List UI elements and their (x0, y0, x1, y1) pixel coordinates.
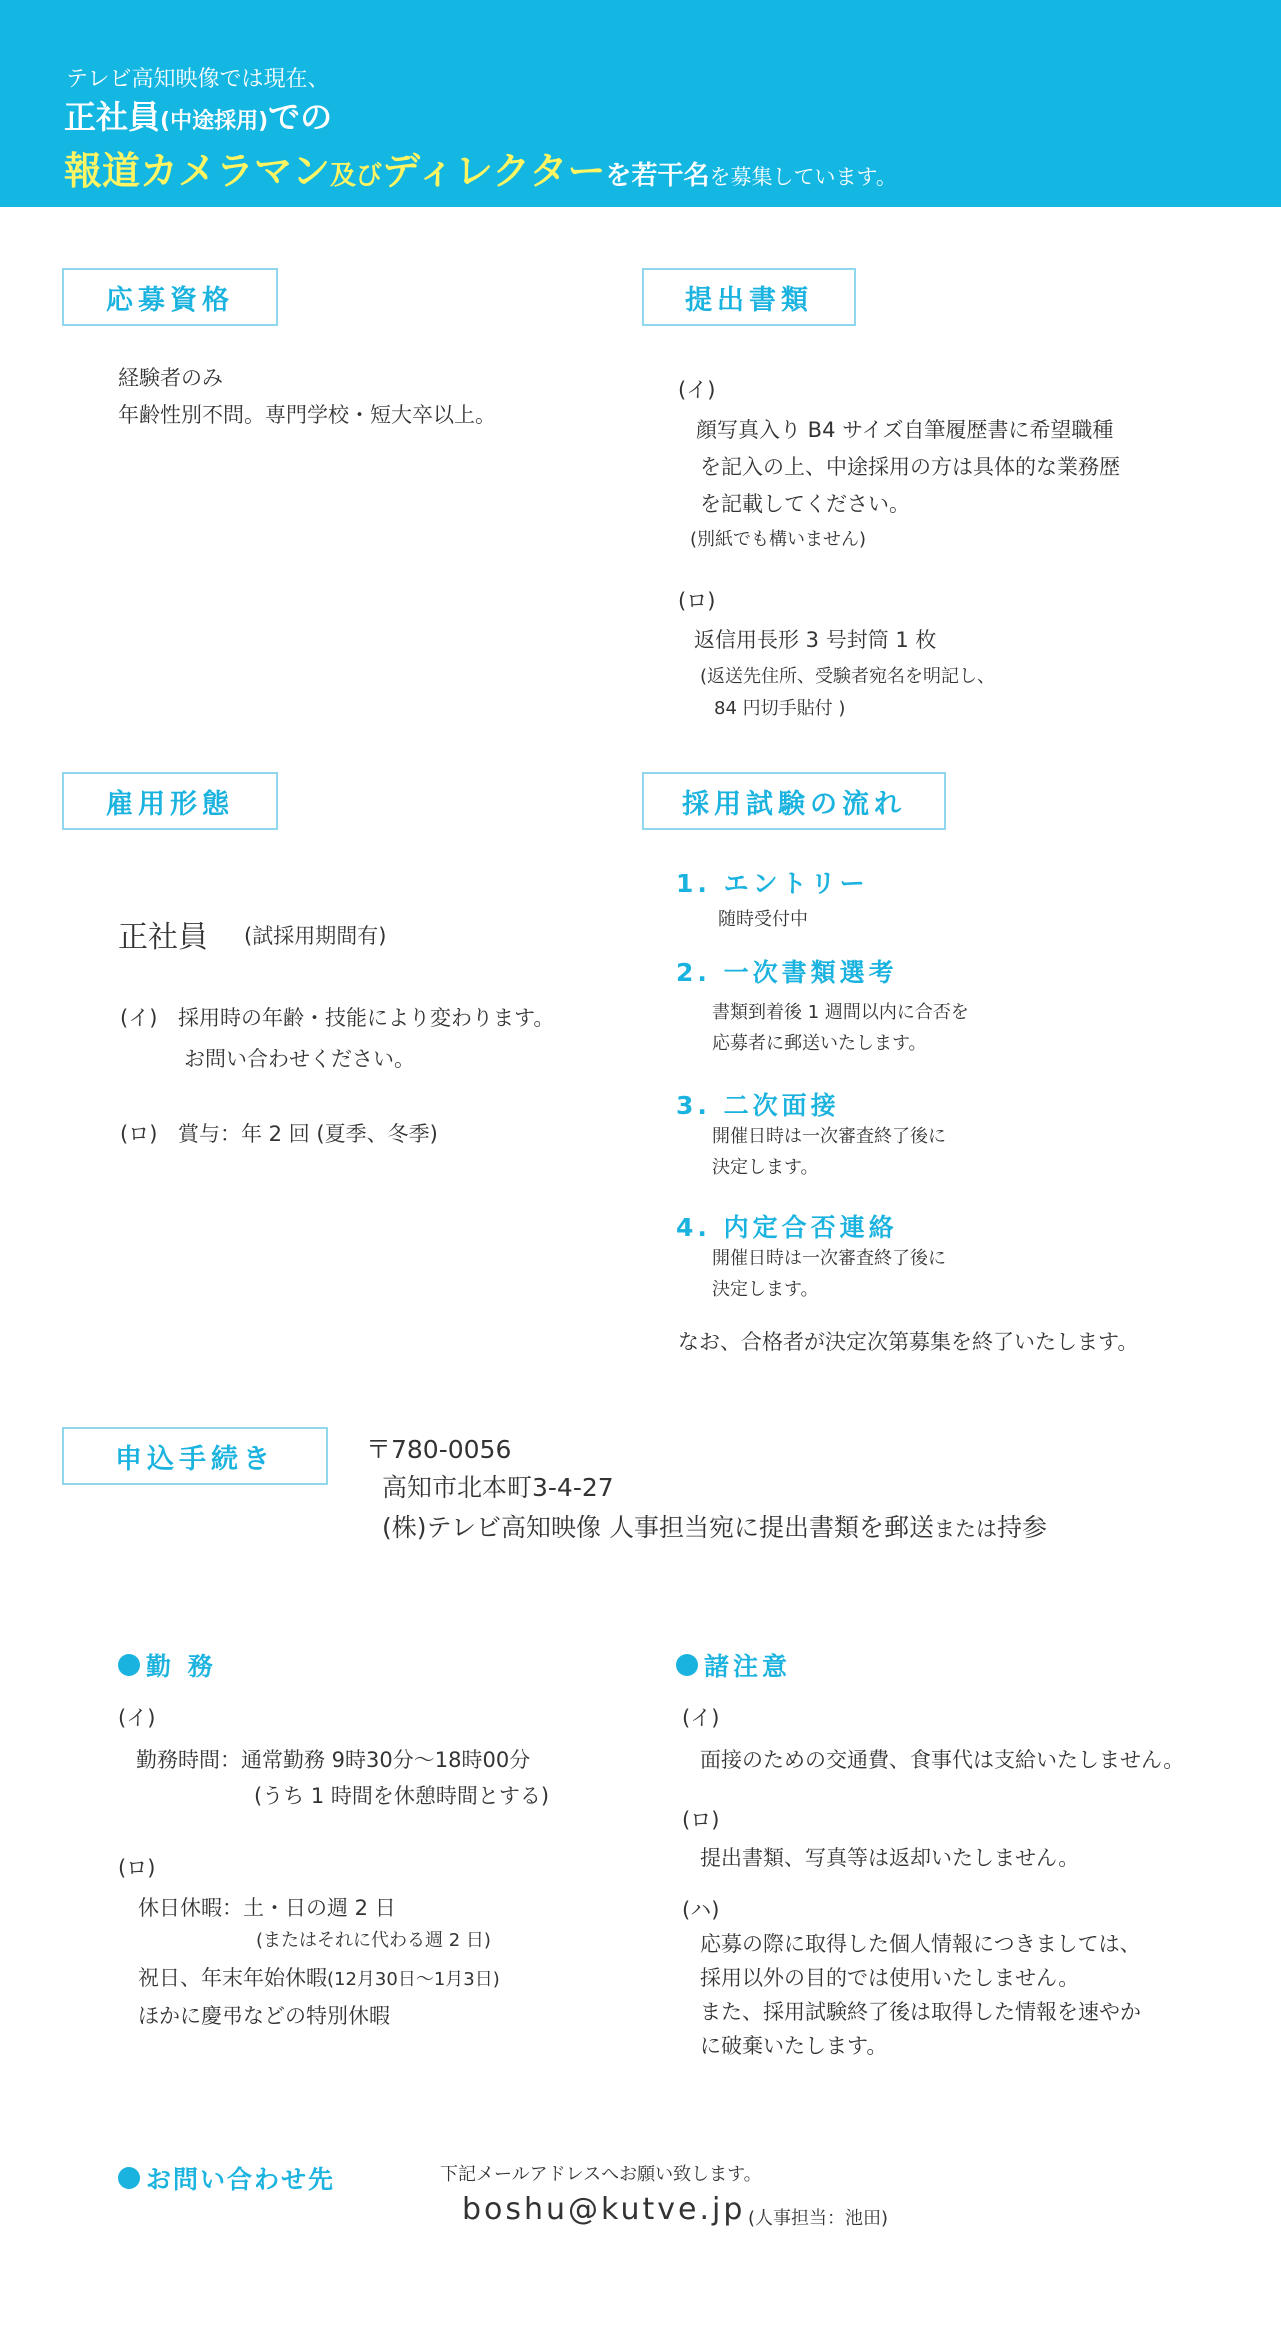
flow-step-1-line-1: 随時受付中 (718, 909, 808, 930)
header-director: ディレクター (382, 149, 606, 193)
documents-b-label: (ロ) (678, 589, 716, 613)
header-count: を若干名 (605, 161, 710, 191)
application-line3-tail: 持参 (996, 1513, 1047, 1542)
contact-intro: 下記メールアドレスへお願い致します。 (440, 2164, 762, 2185)
header-line1: テレビ高知映像では現在、 (66, 67, 330, 92)
flow-step-3-line-1: 開催日時は一次審査終了後に (712, 1126, 946, 1147)
employment-a-label: (イ) (120, 1006, 158, 1030)
bullet-icon (676, 1654, 698, 1676)
documents-b-line: 返信用長形 3 号封筒 1 枚 (694, 628, 937, 652)
flow-heading: 採用試験の流れ (642, 772, 946, 830)
notes-c-label: (ハ) (682, 1898, 720, 1922)
notes-b-line: 提出書類、写真等は返却いたしません。 (700, 1846, 1080, 1870)
documents-a-line-2: を記入の上、中途採用の方は具体的な業務歴 (700, 455, 1120, 479)
employment-heading: 雇用形態 (62, 772, 278, 830)
work-a-label: (イ) (118, 1706, 156, 1730)
qualification-line-2: 年齢性別不問。専門学校・短大卒以上。 (118, 403, 496, 427)
notes-a-line: 面接のための交通費、食事代は支給いたしません。 (700, 1748, 1185, 1772)
work-b-line-3 (138, 1962, 500, 1992)
flow-step-2: 2. 一次書類選考 (676, 958, 898, 987)
application-instructions (382, 1508, 1047, 1544)
flow-step-4-line-2: 決定します。 (712, 1279, 819, 1300)
qualification-heading: 応募資格 (62, 268, 278, 326)
notes-c-line-4: に破棄いたします。 (700, 2034, 888, 2058)
flow-step-3: 3. 二次面接 (676, 1091, 840, 1120)
work-b-line-3-note: (12月30日～1月3日) (327, 1969, 500, 1990)
header-line2-tail: での (268, 98, 333, 136)
flow-step-4: 4. 内定合否連絡 (676, 1213, 898, 1242)
application-heading: 申込手続き (62, 1427, 328, 1485)
employment-type-note: (試採用期間有) (244, 924, 387, 948)
header-banner (0, 0, 1281, 207)
work-b-label: (ロ) (118, 1856, 156, 1880)
contact-heading-text: お問い合わせ先 (146, 2165, 336, 2194)
header-fulltime: 正社員 (64, 98, 161, 136)
flow-step-3-line-2: 決定します。 (712, 1157, 819, 1178)
documents-heading: 提出書類 (642, 268, 856, 326)
application-address: 高知市北本町3-4-27 (382, 1473, 614, 1502)
flow-step-2-line-1: 書類到着後 1 週間以内に合否を (712, 1002, 969, 1023)
notes-c-line-3: また、採用試験終了後は取得した情報を速やか (700, 2000, 1141, 2024)
notes-b-label: (ロ) (682, 1808, 720, 1832)
documents-a-line-1: 顔写真入り B4 サイズ自筆履歴書に希望職種 (696, 418, 1114, 442)
employment-b-line: 賞与：年 2 回 (夏季、冬季) (178, 1122, 438, 1146)
work-a-line-1: 勤務時間：通常勤務 9時30分～18時00分 (136, 1748, 531, 1772)
header-and: 及び (330, 161, 383, 191)
contact-email[interactable]: boshu@kutve.jp (462, 2192, 746, 2227)
application-line3-or: または (933, 1517, 997, 1541)
notes-c-line-1: 応募の際に取得した個人情報につきましては、 (700, 1932, 1141, 1956)
documents-a-label: (イ) (678, 378, 716, 402)
employment-a-line: 採用時の年齢・技能により変わります。 (178, 1006, 555, 1030)
notes-a-label: (イ) (682, 1706, 720, 1730)
work-b-line-3-main: 祝日、年末年始休暇 (138, 1966, 327, 1990)
application-zip: 〒780-0056 (366, 1435, 512, 1464)
notes-heading-text: 諸注意 (704, 1652, 792, 1681)
documents-b-note-2: 84 円切手貼付 ) (714, 698, 846, 719)
contact-heading (118, 2160, 335, 2196)
header-midcareer: (中途採用) (160, 109, 269, 134)
flow-step-4-line-1: 開催日時は一次審査終了後に (712, 1248, 946, 1269)
documents-a-note: (別紙でも構いません) (690, 529, 867, 550)
work-heading (118, 1647, 217, 1683)
employment-a-sub: お問い合わせください。 (184, 1047, 415, 1071)
qualification-line-1: 経験者のみ (118, 366, 223, 390)
documents-a-line-3: を記載してください。 (700, 492, 910, 516)
header-line3-tail: を募集しています。 (709, 165, 897, 189)
employment-b-label: (ロ) (120, 1122, 158, 1146)
bullet-icon (118, 2167, 140, 2189)
flow-note: なお、合格者が決定次第募集を終了いたします。 (678, 1330, 1139, 1354)
bullet-icon (118, 1654, 140, 1676)
flow-step-1: 1. エントリー (676, 869, 869, 898)
employment-type: 正社員 (118, 920, 208, 955)
work-heading-text: 勤 務 (146, 1652, 217, 1681)
header-line2 (64, 92, 332, 138)
work-b-line-2: (またはそれに代わる週 2 日) (256, 1930, 491, 1951)
application-line3-main: (株)テレビ高知映像 人事担当宛に提出書類を郵送 (382, 1513, 934, 1542)
work-a-line-2: (うち 1 時間を休憩時間とする) (254, 1784, 550, 1808)
header-cameraman: 報道カメラマン (64, 149, 331, 193)
documents-b-note-1: (返送先住所、受験者宛名を明記し、 (700, 666, 996, 687)
work-b-line-4: ほかに慶弔などの特別休暇 (138, 2004, 390, 2028)
notes-heading (676, 1647, 791, 1683)
contact-person: (人事担当：池田) (748, 2208, 889, 2229)
work-b-line-1: 休日休暇：土・日の週 2 日 (138, 1896, 396, 1920)
flow-step-2-line-2: 応募者に郵送いたします。 (712, 1033, 927, 1054)
notes-c-line-2: 採用以外の目的では使用いたしません。 (700, 1966, 1080, 1990)
header-line3 (64, 140, 897, 195)
